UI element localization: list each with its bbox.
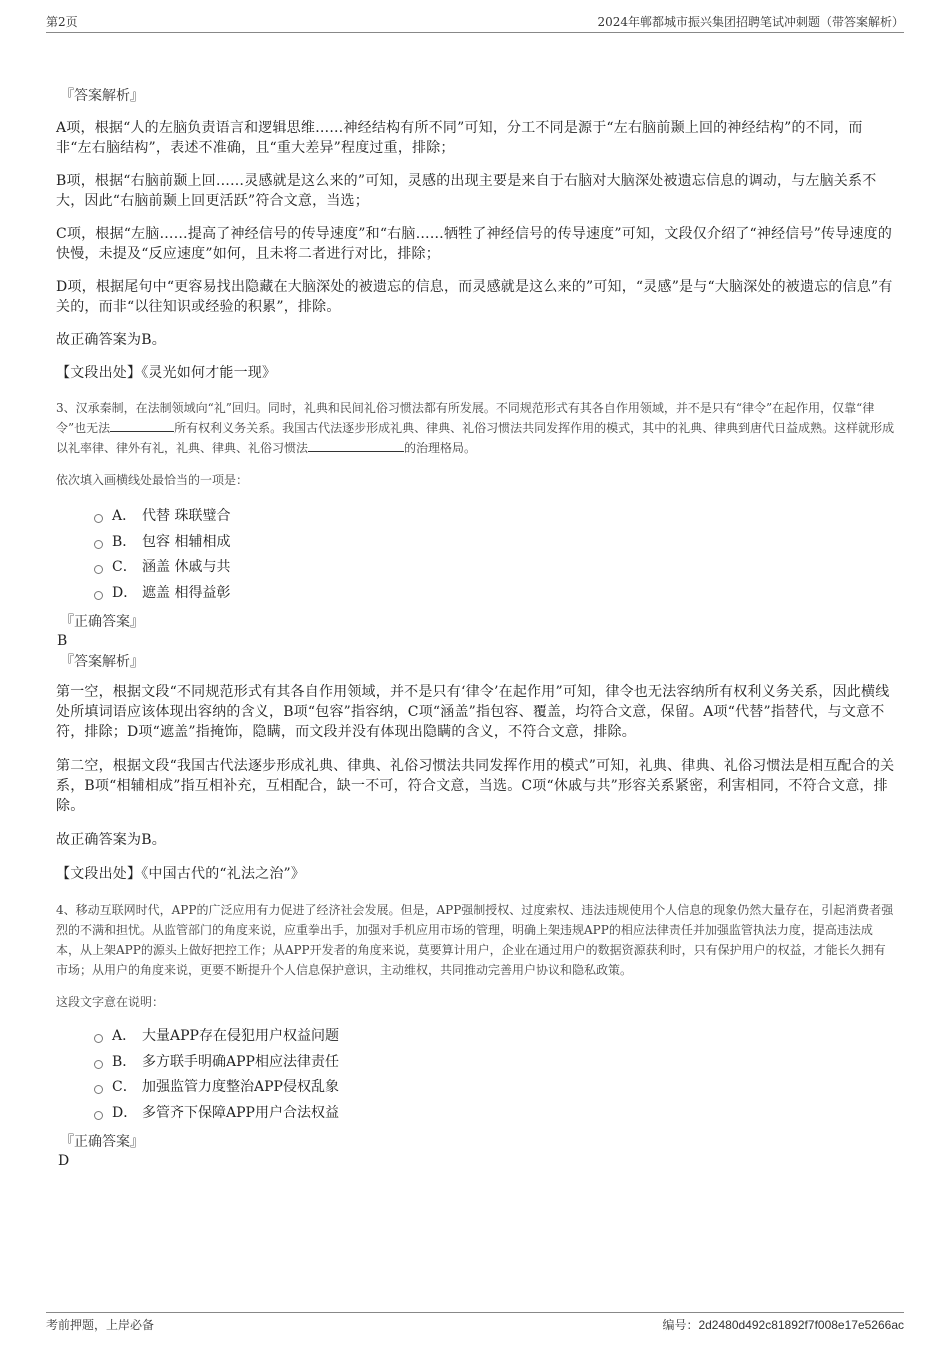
option-text: 遮盖 相得益彰	[142, 584, 231, 601]
option-letter: D．	[112, 1104, 138, 1121]
radio-icon[interactable]	[94, 1111, 103, 1120]
radio-icon[interactable]	[94, 565, 103, 574]
option-letter: B．	[112, 533, 137, 550]
q3-correct-answer: B	[57, 633, 68, 649]
q3-stem-part3: 的治理格局。	[404, 441, 477, 455]
q4-correct-answer: D	[58, 1153, 70, 1169]
radio-icon[interactable]	[94, 591, 103, 600]
option-letter: A．	[112, 508, 137, 524]
q4-stem: 4、移动互联网时代，APP的广泛应用有力促进了经济社会发展。但是，APP强制授权、过度索权、违法违规使用个人信息的现象仍然大量存在，引起消费者强烈的不满和担忧。从监管部门的角度来说，应重拳出手，加强对手机应用市场的管理，明确上架违规APP的相应法律责任并加强监管执法力度，提高违法成本，从上架APP的源头上做好把控工作；从APP开发者的角度来说，莫要算计用户，企业在通过用户的数据资源获利时，只有保护用户的权益，才能长久拥有市场；从用户的角度来说，更要不断提升个人信息保护意识，主动维权，共同推动完善用户协议和隐私政策。	[56, 903, 894, 977]
q3-analysis-1: 第一空，根据文段“不同规范形式有其各自作用领域，并不是只有‘律令’在起作用”可知，律令也无法容纳所有权利义务关系，因此横线处所填词语应该体现出容纳的含义，B项“包容”指容纳，C项“涵盖”指包容、覆盖，均符合文意，保留。A项“代替”指替代，与文意不符，排除；D项“遮盖”指掩饰，隐瞒，而文段并没有体现出隐瞒的含义，不符合文意，排除。	[56, 684, 890, 740]
q3-options	[94, 504, 896, 606]
q3-blank-2	[308, 439, 404, 452]
q4-option-a[interactable]	[94, 1024, 896, 1050]
option-letter: C．	[112, 559, 137, 575]
option-letter: A．	[112, 1028, 137, 1044]
q3-stem-part2: 所有权利义务关系。我国古代法逐步形成礼典、律典、礼俗习惯法共同发挥作用的模式，其中的礼典、律典到唐代日益成熟。这样就形成以礼率律、律外有礼，礼典、律典、礼俗习惯法	[56, 421, 895, 455]
q2-source: 【文段出处】《灵光如何才能一现》	[56, 365, 277, 381]
option-letter: D．	[112, 584, 138, 601]
q2-analysis-c: C项，根据“左脑……提高了神经信号的传导速度”和“右脑……牺牲了神经信号的传导速度”可知，文段仅介绍了“神经信号”传导速度的快慢，未提及“反应速度”如何，且未将二者进行对比，排除；	[56, 226, 893, 262]
q3-stem-part1: 3、汉承秦制，在法制领域向“礼”回归。同时，礼典和民间礼俗习惯法都有所发展。不同规范形式有其各自作用领域，并不是只有“律令”在起作用，仅靠“律令”也无法	[56, 401, 875, 435]
q2-analysis-d: D项，根据尾句中“更容易找出隐藏在大脑深处的被遗忘的信息，而灵感就是这么来的”可知，“灵感”是与“大脑深处的被遗忘的信息”有关的，而非“以往知识或经验的积累”，排除。	[56, 279, 893, 315]
radio-icon[interactable]	[94, 1034, 103, 1043]
page-header	[46, 10, 904, 33]
radio-icon[interactable]	[94, 514, 103, 523]
q3-prompt: 依次填入画横线处最恰当的一项是：	[56, 473, 249, 487]
radio-icon[interactable]	[94, 1060, 103, 1069]
q2-analysis-label: 『答案解析』	[60, 88, 144, 104]
code-label: 编号：	[662, 1318, 699, 1332]
q3-stem	[56, 398, 896, 458]
q3-conclusion: 故正确答案为B。	[56, 832, 166, 848]
q3-correct-label: 『正确答案』	[60, 614, 144, 630]
document-body	[56, 86, 896, 1170]
option-text: 代替 珠联璧合	[142, 508, 231, 524]
option-text: 加强监管力度整治APP侵权乱象	[142, 1079, 339, 1095]
q4-option-c[interactable]	[94, 1075, 896, 1101]
code-value: 2d2480d492c81892f7f008e17e5266ac	[698, 1318, 904, 1332]
option-text: 包容 相辅相成	[142, 533, 231, 550]
radio-icon[interactable]	[94, 1085, 103, 1094]
q4-option-d[interactable]	[94, 1101, 896, 1127]
q2-conclusion: 故正确答案为B。	[56, 332, 166, 348]
q3-analysis-2: 第二空，根据文段“我国古代法逐步形成礼典、律典、礼俗习惯法共同发挥作用的模式”可知，礼典、律典、礼俗习惯法是相互配合的关系，B项“相辅相成”指互相补充，互相配合，缺一不可，符合文意，当选。C项“休戚与共”形容关系紧密，利害相同，不符合文意，排除。	[56, 758, 895, 814]
option-letter: C．	[112, 1079, 137, 1095]
page-footer	[46, 1312, 904, 1337]
q4-options	[94, 1024, 896, 1126]
q3-source: 【文段出处】《中国古代的“礼法之治”》	[56, 866, 306, 882]
option-text: 多方联手明确APP相应法律责任	[142, 1053, 339, 1070]
page-number: 第2页	[46, 15, 78, 29]
q3-analysis-label: 『答案解析』	[60, 654, 144, 670]
q3-option-c[interactable]	[94, 555, 896, 581]
option-text: 涵盖 休戚与共	[142, 559, 231, 575]
radio-icon[interactable]	[94, 540, 103, 549]
footer-slogan: 考前押题，上岸必备	[46, 1318, 155, 1332]
option-text: 多管齐下保障APP用户合法权益	[142, 1104, 339, 1121]
document-title: 2024年郸都城市振兴集团招聘笔试冲刺题（带答案解析）	[597, 15, 904, 29]
q2-analysis-a: A项，根据“人的左脑负责语言和逻辑思维……神经结构有所不同”可知，分工不同是源于“左右脑前颞上回的神经结构”的不同，而非“左右脑结构”，表述不准确，且“重大差异”程度过重，排除；	[56, 120, 863, 156]
q3-option-b[interactable]	[94, 530, 896, 556]
q4-correct-label: 『正确答案』	[60, 1134, 144, 1150]
q2-analysis-b: B项，根据“右脑前颞上回……灵感就是这么来的”可知，灵感的出现主要是来自于右脑对大脑深处被遗忘信息的调动，与左脑关系不大，因此“右脑前颞上回更活跃”符合文意，当选；	[56, 173, 877, 209]
q3-option-a[interactable]	[94, 504, 896, 530]
q3-blank-1	[110, 419, 174, 432]
option-letter: B．	[112, 1053, 137, 1070]
q4-option-b[interactable]	[94, 1050, 896, 1076]
q3-option-d[interactable]	[94, 581, 896, 607]
document-code	[662, 1316, 904, 1333]
q4-prompt: 这段文字意在说明：	[56, 995, 165, 1009]
option-text: 大量APP存在侵犯用户权益问题	[142, 1028, 339, 1044]
